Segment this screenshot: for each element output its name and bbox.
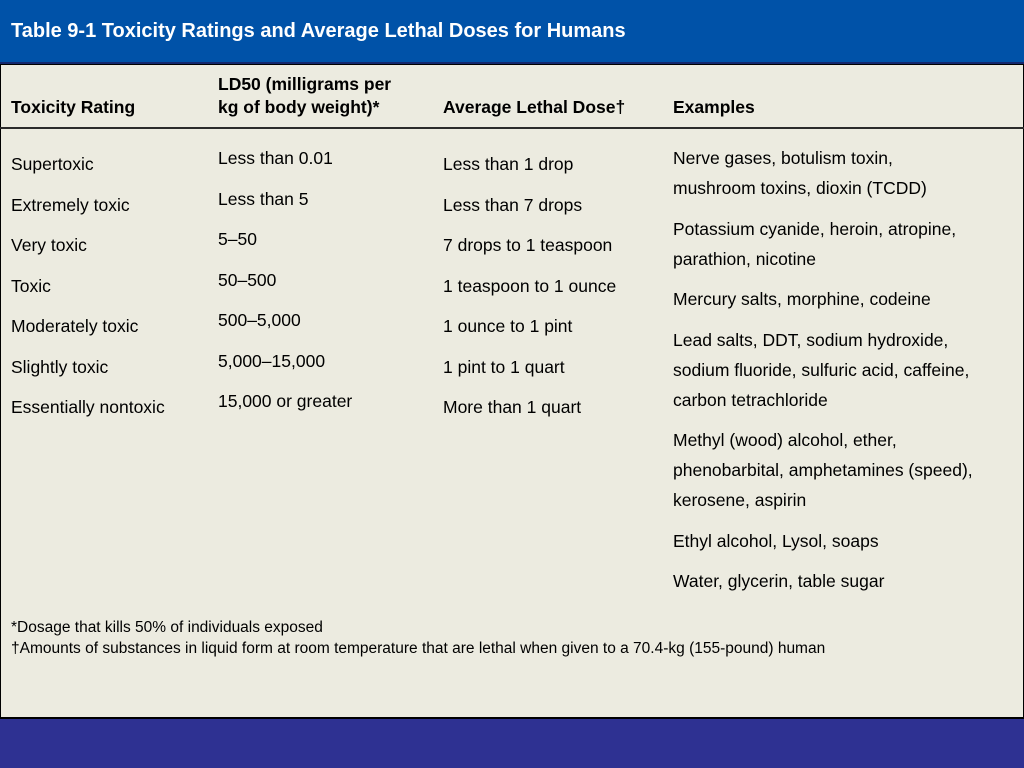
column-average-lethal-dose <box>443 149 616 433</box>
lethal-dose-cell: Less than 1 drop <box>443 154 574 174</box>
examples-cell <box>673 566 1023 596</box>
lethal-dose-cell: Less than 7 drops <box>443 194 583 215</box>
toxicity-rating-cell: Supertoxic <box>11 154 94 174</box>
column-examples <box>673 143 1023 607</box>
title-bar <box>0 0 1024 64</box>
examples-cell <box>673 526 1023 556</box>
ld50-cell: 5,000–15,000 <box>218 350 326 371</box>
examples-cell <box>673 425 1023 515</box>
header-average-lethal-dose: Average Lethal Dose† <box>443 97 626 117</box>
toxicity-rating-cell: Toxic <box>11 275 51 296</box>
examples-cell <box>673 325 1023 415</box>
examples-line: Ethyl alcohol, Lysol, soaps <box>673 530 879 551</box>
footnote-lethal-dose: †Amounts of substances in liquid form at room temperature that are lethal when given to a 70.4-kg (155-pound) human <box>11 640 826 657</box>
header-ld50 <box>218 73 391 119</box>
ld50-cell: 500–5,000 <box>218 310 301 330</box>
examples-line: Mercury salts, morphine, codeine <box>673 289 931 309</box>
examples-line: Potassium cyanide, heroin, atropine, <box>673 218 957 239</box>
table-bottom-border <box>0 717 1024 719</box>
lethal-dose-cell: 7 drops to 1 teaspoon <box>443 235 613 255</box>
examples-line: mushroom toxins, dioxin (TCDD) <box>673 178 927 198</box>
lethal-dose-cell: More than 1 quart <box>443 397 582 417</box>
examples-line: Nerve gases, botulism toxin, <box>673 148 893 168</box>
toxicity-rating-cell: Moderately toxic <box>11 316 139 336</box>
lethal-dose-cell: 1 ounce to 1 pint <box>443 316 573 336</box>
examples-line: sodium fluoride, sulfuric acid, caffeine, <box>673 359 970 380</box>
ld50-cell: Less than 5 <box>218 188 309 209</box>
examples-line: Methyl (wood) alcohol, ether, <box>673 430 897 450</box>
examples-line: parathion, nicotine <box>673 248 817 269</box>
examples-cell <box>673 284 1023 314</box>
ld50-cell: 50–500 <box>218 269 277 290</box>
header-examples: Examples <box>673 97 755 117</box>
toxicity-rating-cell: Extremely toxic <box>11 194 130 215</box>
lethal-dose-cell: 1 teaspoon to 1 ounce <box>443 275 617 296</box>
examples-line: phenobarbital, amphetamines (speed), <box>673 460 973 480</box>
examples-line: kerosene, aspirin <box>673 490 807 510</box>
footnote-ld50: *Dosage that kills 50% of individuals exposed <box>11 619 323 636</box>
examples-cell <box>673 143 1023 203</box>
table-title: Table 9-1 Toxicity Ratings and Average Lethal Doses for Humans <box>11 20 626 42</box>
header-toxicity-rating: Toxicity Rating <box>11 97 136 117</box>
toxicity-rating-cell: Slightly toxic <box>11 356 109 377</box>
ld50-cell: Less than 0.01 <box>218 148 333 168</box>
examples-cell <box>673 214 1023 274</box>
ld50-cell: 15,000 or greater <box>218 391 353 411</box>
column-toxicity-rating <box>11 149 165 433</box>
ld50-cell: 5–50 <box>218 229 257 249</box>
toxicity-rating-cell: Essentially nontoxic <box>11 397 165 417</box>
examples-line: carbon tetrachloride <box>673 389 828 410</box>
column-ld50 <box>218 143 352 427</box>
lethal-dose-cell: 1 pint to 1 quart <box>443 356 565 377</box>
examples-line: Lead salts, DDT, sodium hydroxide, <box>673 329 949 350</box>
header-divider <box>0 127 1024 129</box>
examples-line: Water, glycerin, table sugar <box>673 571 885 591</box>
toxicity-rating-cell: Very toxic <box>11 235 87 255</box>
footnotes <box>11 617 825 659</box>
header-ld50-line2: kg of body weight)* <box>218 97 380 117</box>
header-ld50-line1: LD50 (milligrams per <box>218 74 392 94</box>
